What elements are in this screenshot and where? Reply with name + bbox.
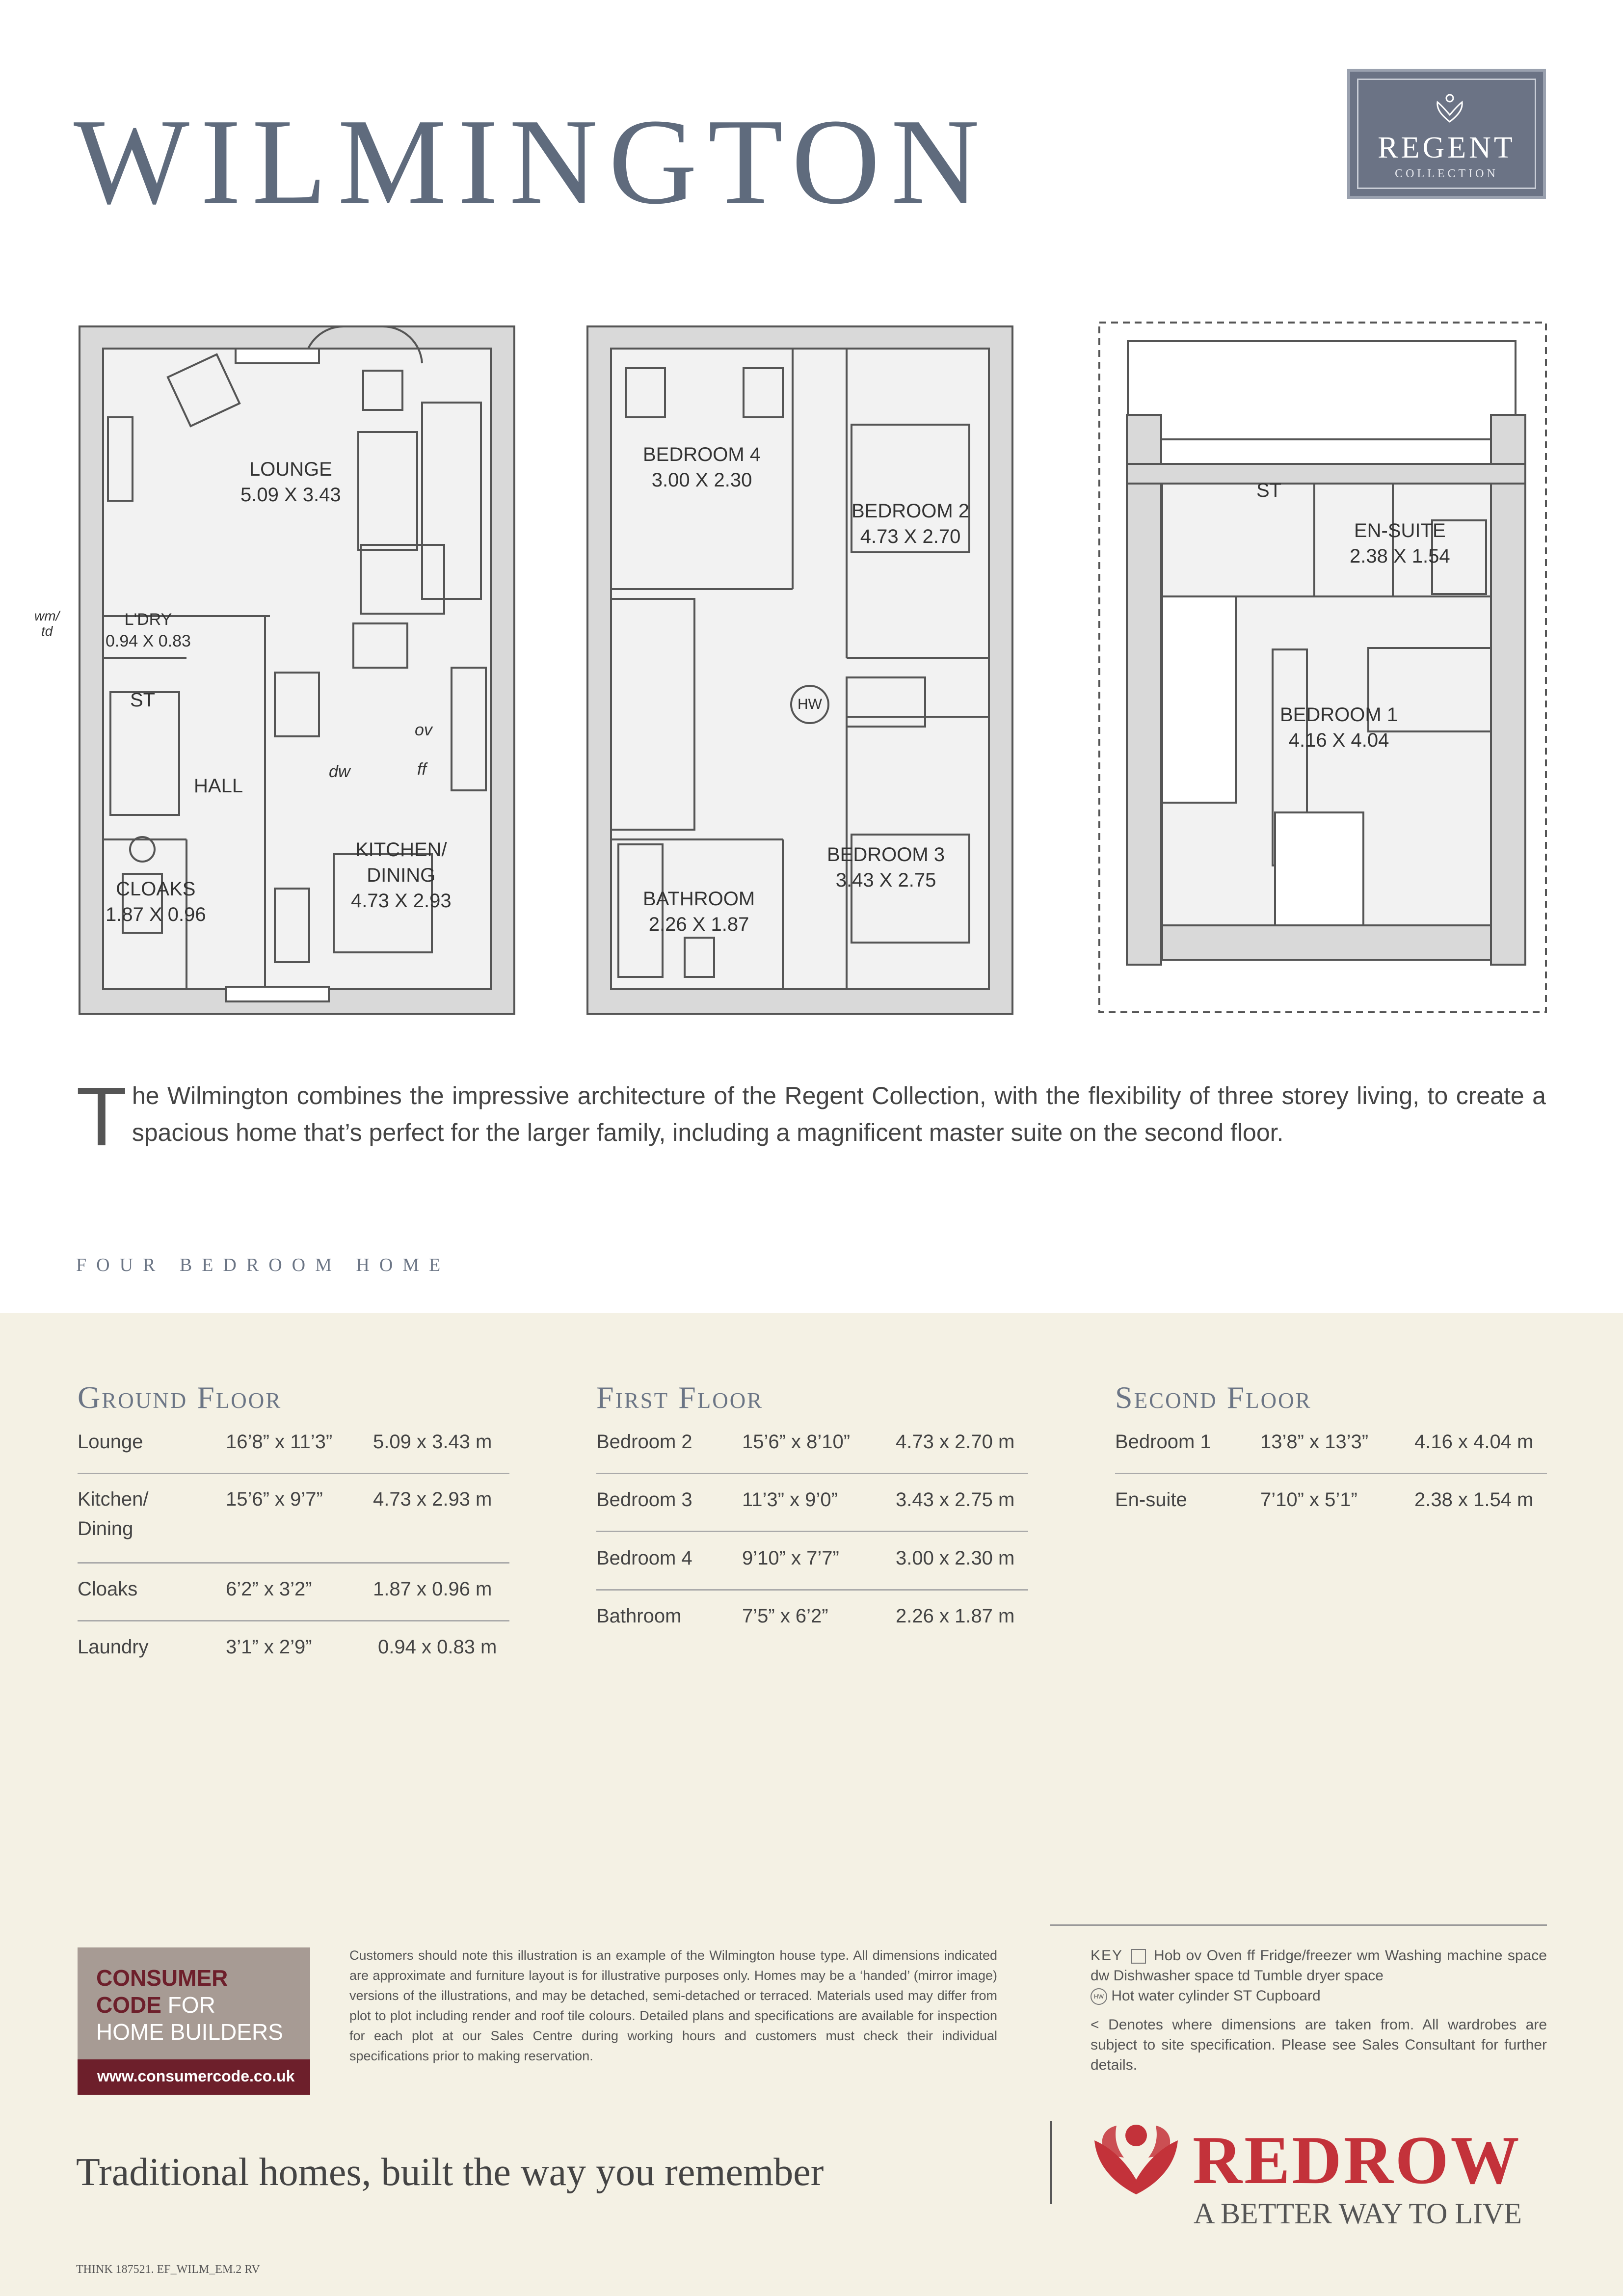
lounge-name: LOUNGE (249, 459, 332, 480)
spec-divider (596, 1531, 1028, 1532)
cc-line2b: FOR (161, 1992, 215, 2018)
laundry-label (106, 609, 191, 652)
tagline: Traditional homes, built the way you remember (76, 2151, 824, 2194)
hw-badge-icon: HW (1091, 1988, 1107, 2005)
spec-room: Bathroom (596, 1605, 682, 1627)
cloaks-dims: 1.87 X 0.96 (106, 904, 206, 925)
bedroom4-dims: 3.00 X 2.30 (651, 469, 752, 491)
bedroom2-dims: 4.73 X 2.70 (860, 526, 961, 547)
footer-divider (1050, 1924, 1547, 1926)
spec-imperial: 7’5” x 6’2” (742, 1605, 828, 1627)
ground-floor-heading: Ground Floor (78, 1380, 282, 1415)
spec-imperial: 9’10” x 7’7” (742, 1547, 839, 1569)
spec-divider (596, 1589, 1028, 1591)
redrow-rose-icon (1087, 2121, 1185, 2199)
spec-room: Bedroom 3 (596, 1489, 692, 1511)
logo-name: REGENT (1378, 131, 1516, 164)
bedroom1-dims: 4.16 X 4.04 (1288, 729, 1389, 751)
spec-divider (78, 1473, 509, 1474)
bedroom3-label (827, 842, 945, 893)
lounge-label (240, 457, 341, 508)
spec-metric: 3.43 x 2.75 m (896, 1489, 1015, 1511)
bedroom1-name: BEDROOM 1 (1280, 704, 1398, 726)
dining-name: DINING (367, 864, 436, 886)
spec-room: Lounge (78, 1431, 143, 1453)
bedroom4-label (643, 442, 761, 493)
spec-imperial: 6’2” x 3’2” (226, 1578, 312, 1600)
spec-imperial: 15’6” x 9’7” (226, 1488, 323, 1510)
spec-metric: 2.26 x 1.87 m (896, 1605, 1015, 1627)
ensuite-dims: 2.38 X 1.54 (1350, 545, 1450, 567)
redrow-tagline: A BETTER WAY TO LIVE (1194, 2197, 1522, 2230)
spec-imperial: 13’8” x 13’3” (1260, 1431, 1369, 1453)
spec-metric: 1.87 x 0.96 m (373, 1578, 492, 1600)
footer-vertical-divider (1050, 2121, 1052, 2204)
hob-icon (1131, 1949, 1146, 1964)
intro-drop-cap: T (76, 1070, 127, 1163)
spec-divider (1115, 1473, 1547, 1474)
bedroom1-label (1280, 702, 1398, 753)
key-line1: Hob ov Oven ff Fridge/freezer wm Washing machine space dw Dishwasher space td Tumble dryer space (1091, 1947, 1547, 1984)
key-legend (1091, 1945, 1547, 2075)
spec-room: Kitchen/ (78, 1488, 149, 1510)
bathroom-dims: 2.26 X 1.87 (648, 914, 749, 935)
spec-metric: 0.94 x 0.83 m (378, 1636, 497, 1658)
spec-divider (78, 1562, 509, 1564)
hall-label: HALL (194, 775, 243, 797)
spec-metric: 5.09 x 3.43 m (373, 1431, 492, 1453)
wm-td-label (34, 609, 59, 639)
cloaks-label (106, 876, 206, 927)
spec-room: En-suite (1115, 1489, 1187, 1511)
key-line2: Hot water cylinder ST Cupboard (1111, 1988, 1321, 2004)
kitchen-name: KITCHEN/ (355, 839, 447, 861)
intro-paragraph (76, 1070, 1546, 1163)
spec-room: Bedroom 2 (596, 1431, 692, 1453)
fridge-label: ff (417, 760, 426, 779)
regent-collection-logo (1347, 69, 1546, 199)
consumer-code-url-bar (78, 2059, 310, 2095)
spec-imperial: 3’1” x 2’9” (226, 1636, 312, 1658)
bedroom3-dims: 3.43 X 2.75 (835, 869, 936, 891)
bathroom-name: BATHROOM (643, 888, 755, 910)
page-title: WILMINGTON (74, 94, 990, 230)
spec-metric: 4.73 x 2.70 m (896, 1431, 1015, 1453)
second-floor-heading: Second Floor (1115, 1380, 1312, 1415)
spec-room: Bedroom 4 (596, 1547, 692, 1569)
intro-text: he Wilmington combines the impressive architecture of the Regent Collection, with the flexibility of three storey living, to create a spacious home that’s perfect for the larger family, including a magnificent master suite on the second floor. (132, 1082, 1546, 1146)
cc-line1: CONSUMER (96, 1965, 228, 1991)
spec-imperial: 15’6” x 8’10” (742, 1431, 851, 1453)
spec-metric: 4.73 x 2.93 m (373, 1488, 492, 1510)
cc-line3: HOME BUILDERS (96, 2019, 283, 2045)
bathroom-label (643, 886, 755, 937)
ground-store-label: ST (130, 689, 156, 711)
key-note: < Denotes where dimensions are taken from. All wardrobes are subject to site specification. Please see Sales Consultant for further details. (1091, 2017, 1547, 2073)
regent-crest-icon (1433, 91, 1467, 126)
spec-room: Bedroom 1 (1115, 1431, 1211, 1453)
first-floor-plan (586, 265, 1018, 1021)
spec-divider (596, 1473, 1028, 1474)
spec-imperial: 7’10” x 5’1” (1260, 1489, 1357, 1511)
spec-metric: 2.38 x 1.54 m (1414, 1489, 1534, 1511)
spec-metric: 3.00 x 2.30 m (896, 1547, 1015, 1569)
bedroom2-label (851, 498, 969, 549)
bedroom4-name: BEDROOM 4 (643, 444, 761, 465)
bedroom2-name: BEDROOM 2 (851, 500, 970, 522)
td-label: td (41, 623, 53, 639)
consumer-code-url[interactable]: www.consumercode.co.uk (97, 2067, 295, 2085)
laundry-dims: 0.94 X 0.83 (106, 632, 191, 651)
spec-room: Cloaks (78, 1578, 138, 1600)
redrow-wordmark: REDROW (1193, 2122, 1521, 2198)
oven-label: ov (415, 721, 432, 739)
spec-room: Dining (78, 1518, 133, 1540)
spec-imperial: 11’3” x 9’0” (742, 1489, 838, 1511)
disclaimer-text: Customers should note this illustration is an example of the Wilmington house type. All dimensions indicated are approximate and furniture layout is for illustrative purposes only. Homes may be a ‘handed’ (mirror image) versions of the illustrations, and may be detached, semi-detached or terraced. Materials used may differ from plot to plot including render and roof tile colours. Detailed plans and specifications are available for inspection for each plot at our Sales Centre during working hours and customers must check their individual specifications prior to making reservation. (349, 1948, 997, 2063)
spec-metric: 4.16 x 4.04 m (1414, 1431, 1534, 1453)
ensuite-name: EN-SUITE (1354, 520, 1446, 541)
first-floor-heading: First Floor (596, 1380, 764, 1415)
spec-imperial: 16’8” x 11’3” (226, 1431, 333, 1453)
bedroom3-name: BEDROOM 3 (827, 844, 945, 865)
kitchen-label (351, 837, 452, 914)
cc-line2 (96, 1992, 215, 2018)
laundry-name: L'DRY (124, 610, 172, 629)
lounge-dims: 5.09 X 3.43 (240, 484, 341, 506)
second-store-label: ST (1256, 480, 1282, 501)
home-type-subtitle: FOUR BEDROOM HOME (76, 1255, 451, 1275)
cloaks-name: CLOAKS (116, 878, 196, 900)
spec-divider (78, 1620, 509, 1621)
hot-water-label: HW (798, 696, 822, 712)
document-reference: THINK 187521. EF_WILM_EM.2 RV (76, 2263, 260, 2276)
wm-label: wm/ (34, 608, 60, 623)
ensuite-label (1350, 518, 1450, 569)
dishwasher-label: dw (329, 762, 350, 781)
kitchen-dims: 4.73 X 2.93 (351, 890, 452, 912)
second-floor-walls (1098, 322, 1550, 1021)
cc-line2a: CODE (96, 1992, 161, 2018)
ground-floor-plan (34, 265, 520, 1021)
second-floor-plan (1098, 322, 1550, 1021)
logo-sub: COLLECTION (1395, 167, 1498, 180)
spec-room: Laundry (78, 1636, 149, 1658)
key-label: KEY (1091, 1947, 1123, 1964)
